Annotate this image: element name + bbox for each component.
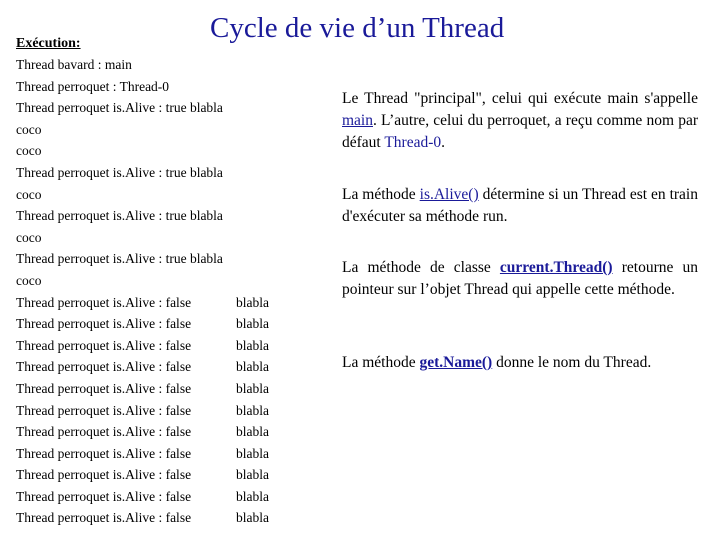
output-line bbox=[16, 464, 316, 486]
output-line-suffix: blabla bbox=[236, 316, 269, 332]
output-line-suffix: blabla bbox=[236, 402, 269, 418]
output-line-text: Thread perroquet is.Alive : false bbox=[16, 380, 192, 396]
output-line-text: coco bbox=[16, 272, 42, 288]
output-line bbox=[16, 97, 316, 119]
output-line bbox=[16, 76, 316, 98]
output-line-text: Thread perroquet is.Alive : true blabla bbox=[16, 208, 223, 224]
note-isalive bbox=[342, 184, 698, 228]
output-line-text: coco bbox=[16, 143, 42, 159]
output-line-suffix: blabla bbox=[236, 445, 269, 461]
getname-keyword: get.Name() bbox=[419, 354, 493, 371]
note-text: La méthode bbox=[342, 186, 420, 203]
output-line bbox=[16, 356, 316, 378]
execution-label: Exécution: bbox=[16, 36, 81, 51]
note-principal-thread bbox=[342, 88, 698, 154]
note-getname bbox=[342, 352, 698, 374]
output-line bbox=[16, 162, 316, 184]
output-line bbox=[16, 248, 316, 270]
slide-title: Cycle de vie d’un Thread bbox=[210, 12, 505, 44]
output-line-text: Thread perroquet is.Alive : false bbox=[16, 510, 192, 526]
output-line-suffix: blabla bbox=[236, 467, 269, 483]
note-text: La méthode de classe bbox=[342, 259, 500, 276]
output-line-text: Thread perroquet is.Alive : false bbox=[16, 424, 192, 440]
output-line-text: Thread perroquet is.Alive : true blabla bbox=[16, 164, 223, 180]
thread0-keyword: Thread-0 bbox=[384, 134, 442, 151]
output-line bbox=[16, 270, 316, 292]
note-text: . bbox=[441, 134, 446, 151]
output-line bbox=[16, 54, 316, 76]
output-line-text: Thread perroquet : Thread-0 bbox=[16, 78, 170, 94]
output-line-suffix: blabla bbox=[236, 359, 269, 375]
output-line-suffix: blabla bbox=[236, 488, 269, 504]
output-line-text: coco bbox=[16, 186, 42, 202]
output-line-text: Thread perroquet is.Alive : true blabla bbox=[16, 251, 223, 267]
note-current-thread bbox=[342, 257, 698, 301]
output-line bbox=[16, 313, 316, 335]
current-thread-keyword: current.Thread() bbox=[499, 259, 613, 276]
note-text: détermine si un Thread est en train d'exécuter sa méthode run. bbox=[342, 186, 698, 225]
output-line bbox=[16, 507, 316, 529]
output-line bbox=[16, 184, 316, 206]
output-line-text: Thread perroquet is.Alive : false bbox=[16, 294, 192, 310]
output-line bbox=[16, 205, 316, 227]
output-line bbox=[16, 292, 316, 314]
note-text: retourne un pointeur sur l’objet Thread qui appelle cette méthode. bbox=[342, 259, 698, 298]
note-text: . L’autre, celui du perroquet, a reçu comme nom par défaut bbox=[342, 112, 698, 151]
note-text: La méthode bbox=[342, 354, 420, 371]
output-line bbox=[16, 443, 316, 465]
output-line bbox=[16, 400, 316, 422]
output-line-suffix: blabla bbox=[236, 294, 269, 310]
output-line-suffix: blabla bbox=[236, 380, 269, 396]
output-line-suffix: blabla bbox=[236, 337, 269, 353]
output-line-text: Thread perroquet is.Alive : false bbox=[16, 402, 192, 418]
output-line-text: Thread bavard : main bbox=[16, 57, 132, 72]
output-line bbox=[16, 140, 316, 162]
output-line-text: Thread perroquet is.Alive : false bbox=[16, 467, 192, 483]
output-line-suffix: blabla bbox=[236, 424, 269, 440]
output-line bbox=[16, 421, 316, 443]
output-line-text: Thread perroquet is.Alive : true blabla bbox=[16, 100, 223, 116]
output-line bbox=[16, 486, 316, 508]
output-line-suffix: blabla bbox=[236, 510, 269, 526]
output-line-text: Thread perroquet is.Alive : false bbox=[16, 488, 192, 504]
output-line bbox=[16, 335, 316, 357]
output-line bbox=[16, 119, 316, 141]
output-line-text: coco bbox=[16, 229, 42, 245]
output-line bbox=[16, 227, 316, 249]
main-keyword: main bbox=[342, 112, 373, 129]
output-line-text: Thread perroquet is.Alive : false bbox=[16, 316, 192, 332]
output-line-text: Thread perroquet is.Alive : false bbox=[16, 445, 192, 461]
output-line-text: Thread perroquet is.Alive : false bbox=[16, 359, 192, 375]
note-text: donne le nom du Thread. bbox=[492, 354, 652, 371]
output-line-text: Thread perroquet is.Alive : false bbox=[16, 337, 192, 353]
output-line bbox=[16, 378, 316, 400]
isalive-keyword: is.Alive() bbox=[419, 186, 479, 203]
console-output bbox=[16, 54, 316, 529]
note-text: Le Thread "principal", celui qui exécute main s'appelle bbox=[342, 90, 698, 107]
output-line-text: coco bbox=[16, 121, 42, 137]
